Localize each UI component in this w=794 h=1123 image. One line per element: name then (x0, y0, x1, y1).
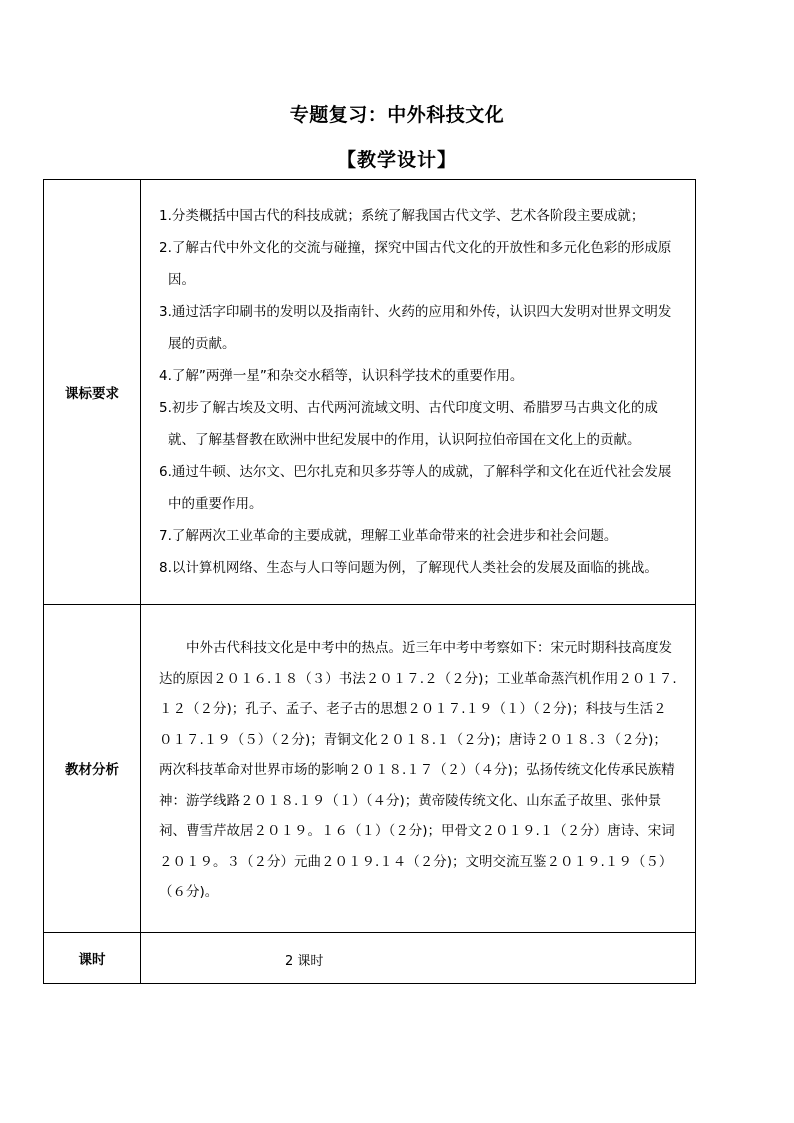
textbook-analysis-cell (141, 605, 696, 933)
class-hours-value: 2 课时 (285, 953, 324, 969)
requirements-list (141, 180, 695, 600)
list-item: 4.了解”两弹一星”和杂交水稻等，认识科学技术的重要作用。 (159, 368, 524, 384)
class-hours-cell (141, 932, 696, 983)
textbook-analysis-text: 中外古代科技文化是中考中的热点。近三年中考中考察如下：宋元时期科技高度发达的原因２０１６.１８（３）书法２０１７.２（２分)；工业革命蒸汽机作用２０１７.１２（２分)；孔子、孟子、老子古的思想２０１７.１９（１）（２分)；科技与生活２０１７.１９（５）（２分)；青铜文化２０１８.１（２分)；唐诗２０１８.３（２分)；两次科技革命对世界市场的影响２０１８.１７（２）（４分)；弘扬传统文化传承民族精神：游学线路２０１８.１９（１）（４分)；黄帝陵传统文化、山东孟子故里、张仲景祠、曹雪芹故居２０１９。１６（１）（２分)；甲骨文２０１９.１（２分）唐诗、宋词２０１９。３（２分）元曲２０１９.１４（２分)；文明交流互鉴２０１９.１９（５）（６分)。 (159, 640, 677, 900)
teaching-design-table (43, 179, 696, 984)
list-item: 2.了解古代中外文化的交流与碰撞，探究中国古代文化的开放性和多元化色彩的形成原因。 (159, 240, 672, 288)
document-subtitle: 【教学设计】 (336, 149, 457, 171)
document-title: 专题复习：中外科技文化 (289, 104, 505, 126)
table-row-textbook-analysis (44, 605, 696, 933)
row-label-class-hours: 课时 (44, 932, 141, 983)
row-label-curriculum-requirements: 课标要求 (44, 180, 141, 605)
list-item: 5.初步了解古埃及文明、古代两河流域文明、古代印度文明、希腊罗马古典文化的成就、了解基督教在欧洲中世纪发展中的作用，认识阿拉伯帝国在文化上的贡献。 (159, 400, 658, 448)
table-row-curriculum-requirements (44, 180, 696, 605)
list-item: 7.了解两次工业革命的主要成就，理解工业革命带来的社会进步和社会问题。 (159, 528, 618, 544)
list-item: 3.通过活字印刷书的发明以及指南针、火药的应用和外传，认识四大发明对世界文明发展的贡献。 (159, 304, 672, 352)
list-item: 8.以计算机网络、生态与人口等问题为例，了解现代人类社会的发展及面临的挑战。 (159, 560, 658, 576)
row-label-textbook-analysis: 教材分析 (44, 605, 141, 933)
curriculum-requirements-cell (141, 180, 696, 605)
list-item: 6.通过牛顿、达尔文、巴尔扎克和贝多芬等人的成就，了解科学和文化在近代社会发展中的重要作用。 (159, 464, 672, 512)
list-item: 1.分类概括中国古代的科技成就；系统了解我国古代文学、艺术各阶段主要成就； (159, 208, 645, 224)
table-row-class-hours (44, 932, 696, 983)
